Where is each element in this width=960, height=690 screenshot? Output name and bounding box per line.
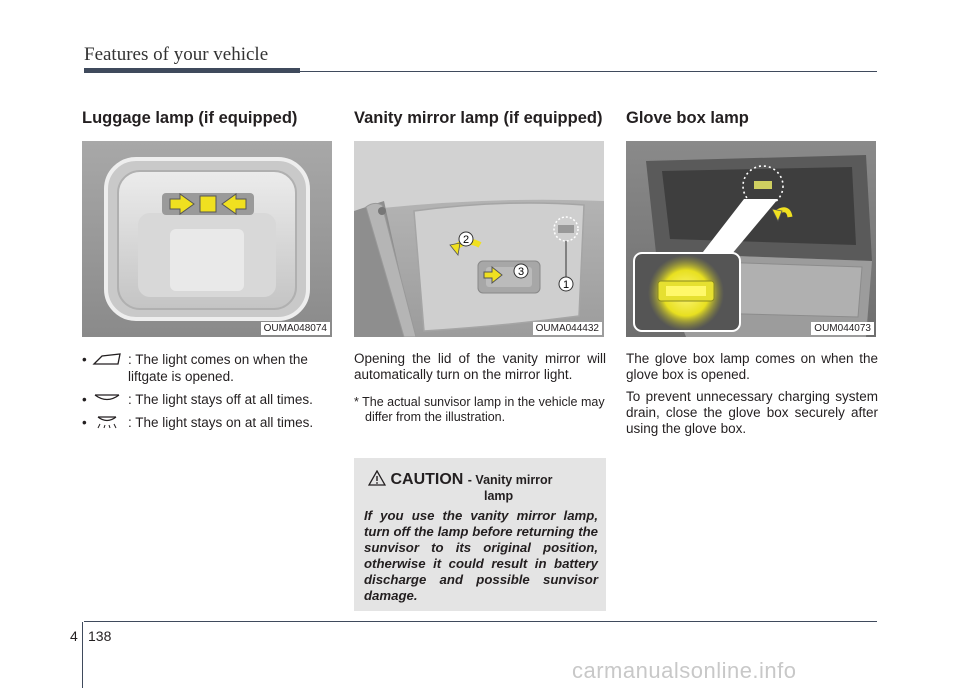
vanity-mirror-illustration (354, 141, 604, 337)
lamp-off-icon (92, 392, 122, 406)
glovebox-figure (626, 141, 876, 337)
lamp-on-icon (92, 415, 122, 429)
luggage-figure-code: OUMA048074 (261, 322, 330, 335)
list-item: • : The light stays off at all times. (82, 391, 334, 408)
luggage-section (82, 108, 334, 437)
header-rule (300, 71, 877, 72)
glovebox-figure-code: OUM044073 (811, 322, 874, 335)
luggage-title: Luggage lamp (if equipped) (82, 109, 298, 127)
luggage-figure (82, 141, 332, 337)
header-accent-bar (84, 68, 300, 73)
svg-text:1: 1 (562, 279, 570, 291)
vanity-body: Opening the lid of the vanity mirror will automatically turn on the mirror light. (354, 351, 606, 382)
glovebox-body-1: The glove box lamp comes on when the glove box is opened. (626, 351, 878, 382)
footer-rule (84, 621, 877, 622)
header-title: Features of your vehicle (84, 44, 269, 65)
caution-box (354, 458, 606, 611)
glove-box-illustration (626, 141, 876, 337)
caution-subtitle: - Vanity mirror (467, 473, 553, 487)
caution-subtitle-cont: lamp (484, 489, 514, 503)
door-lamp-icon (92, 352, 122, 366)
page-number: 138 (88, 628, 112, 644)
section-number: 4 (70, 628, 78, 644)
footer-divider (82, 622, 83, 688)
svg-text:3: 3 (517, 266, 525, 278)
callout-3 (514, 264, 528, 278)
luggage-bullet-text: : The light stays off at all times. (128, 392, 313, 407)
callout-2 (459, 232, 473, 246)
luggage-bullets (82, 351, 334, 431)
list-item: • : The light stays on at all times. (82, 414, 334, 431)
luggage-bullet-text: : The light comes on when the liftgate is opened. (128, 352, 308, 384)
warning-triangle-icon (368, 470, 386, 486)
glovebox-title: Glove box lamp (626, 109, 749, 127)
luggage-bullet-text: : The light stays on at all times. (128, 415, 314, 430)
vanity-note: * The actual sunvisor lamp in the vehicle may differ from the illustration. (354, 395, 605, 424)
luggage-lamp-illustration (82, 141, 332, 337)
vanity-figure (354, 141, 604, 337)
watermark: carmanualsonline.info (572, 658, 797, 683)
caution-header (368, 470, 598, 489)
callout-1 (559, 277, 573, 291)
svg-text:2: 2 (462, 234, 470, 246)
caution-word: CAUTION (390, 471, 464, 488)
glovebox-body-2: To prevent unnecessary charging system drain, close the glove box securely after using the glove box. (626, 389, 878, 436)
caution-body: If you use the vanity mirror lamp, turn off the lamp before returning the sunvisor to its original position, otherwise it could result in battery discharge and possible sunvisor damage. (364, 508, 598, 603)
glovebox-section (626, 108, 878, 437)
vanity-title: Vanity mirror lamp (if equipped) (354, 109, 603, 127)
list-item: • : The light comes on when the liftgate is opened. (82, 351, 334, 385)
vanity-section (354, 108, 606, 425)
vanity-figure-code: OUMA044432 (533, 322, 602, 335)
